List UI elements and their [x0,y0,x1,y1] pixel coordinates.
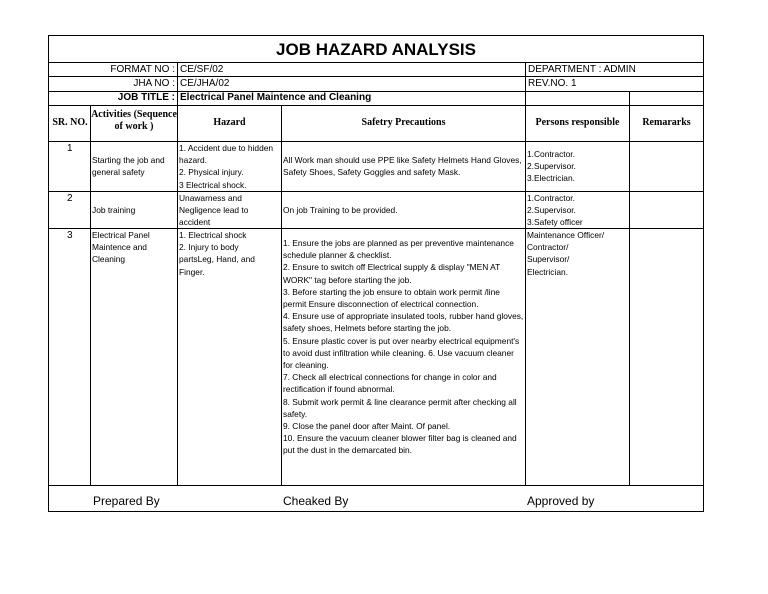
grid-line [629,91,630,485]
row-2-hazard: Unawarness and Negligence lead to accident [179,193,249,228]
format-no-value: CE/SF/02 [180,64,224,75]
row-1-hazard: 1. Accident due to hidden hazard. 2. Physical injury. 3 Electrical shock. [179,143,274,190]
row-2-precautions: On job Training to be provided. [283,205,398,215]
row-1-sr: 1 [67,143,73,154]
header-precautions: Safetry Precautions [361,117,446,128]
row-1-activity: Starting the job and general safety [92,155,165,178]
header-sr-no: SR. NO. [52,117,88,128]
grid-line [525,105,526,485]
header-activities: Activities (Sequence of work ) [91,109,177,132]
grid-line [281,105,282,485]
job-hazard-analysis-form [48,35,704,512]
row-1-persons: 1.Contractor. 2.Supervisor. 3.Electrician. [527,149,576,184]
job-title-value: Electrical Panel Maintence and Cleaning [180,92,372,103]
row-3-activity: Electrical Panel Maintence and Cleaning [92,230,150,265]
grid-line [49,485,703,486]
grid-line [177,62,178,105]
header-hazard: Hazard [213,117,246,128]
grid-line [49,141,703,142]
grid-line [90,105,91,485]
approved-by-label: Approved by [527,494,595,508]
row-1-precautions: All Work man should use PPE like Safety Helmets Hand Gloves, Safety Shoes, Safety Goggles and safety Mask. [283,155,522,178]
row-3-sr: 3 [67,230,73,241]
department: DEPARTMENT : ADMIN [528,64,636,75]
grid-line [49,62,703,63]
prepared-by-label: Prepared By [93,494,160,508]
grid-line [49,76,703,77]
grid-line [49,105,703,106]
row-2-sr: 2 [67,193,73,204]
jha-no-label: JHA NO : [133,78,175,89]
row-3-precautions: 1. Ensure the jobs are planned as per preventive maintenance schedule planner & checklist. 2. Ensure to switch off Electrical supply & display "MEN AT WORK" tag before starting the job. 3. Before starting the job ensure to obtain work permit /line permit Ensure disconnection of electrical connection. 4. Ensure use of appropriate insulated tools, rubber hand gloves, safety shoes, Helmets before starting the job. 5. Ensure plastic cover is put over nearby electrical equipment's to avoid dust infiltration while cleaning. 6. Use vacuum cleaner for cleaning. 7. Check all electrical connections for change in color and rectification if found abnormal. 8. Submit work permit & line clearance permit after checking all safety. 9. Close the panel door after Maint. Of panel. 10. Ensure the vacuum cleaner blower filter bag is cleaned and put the dust in the demarcated bin. [283,238,524,456]
grid-line [525,62,526,105]
format-no-label: FORMAT NO : [110,64,175,75]
rev-no: REV.NO. 1 [528,78,577,89]
form-title: JOB HAZARD ANALYSIS [276,40,476,59]
row-3-persons: Maintenance Officer/ Contractor/ Supervisor/ Electrician. [527,230,605,277]
row-2-persons: 1.Contractor. 2.Supervisor. 3.Safety officer [527,193,583,228]
row-2-activity: Job training [92,205,136,215]
jha-no-value: CE/JHA/02 [180,78,230,89]
header-remarks: Remararks [642,117,691,128]
row-3-hazard: 1. Electrical shock 2. Injury to body partsLeg, Hand, and Finger. [179,230,255,277]
checked-by-label: Cheaked By [283,494,349,508]
header-persons: Persons responsible [535,117,620,128]
job-title-label: JOB TITLE : [117,92,175,103]
